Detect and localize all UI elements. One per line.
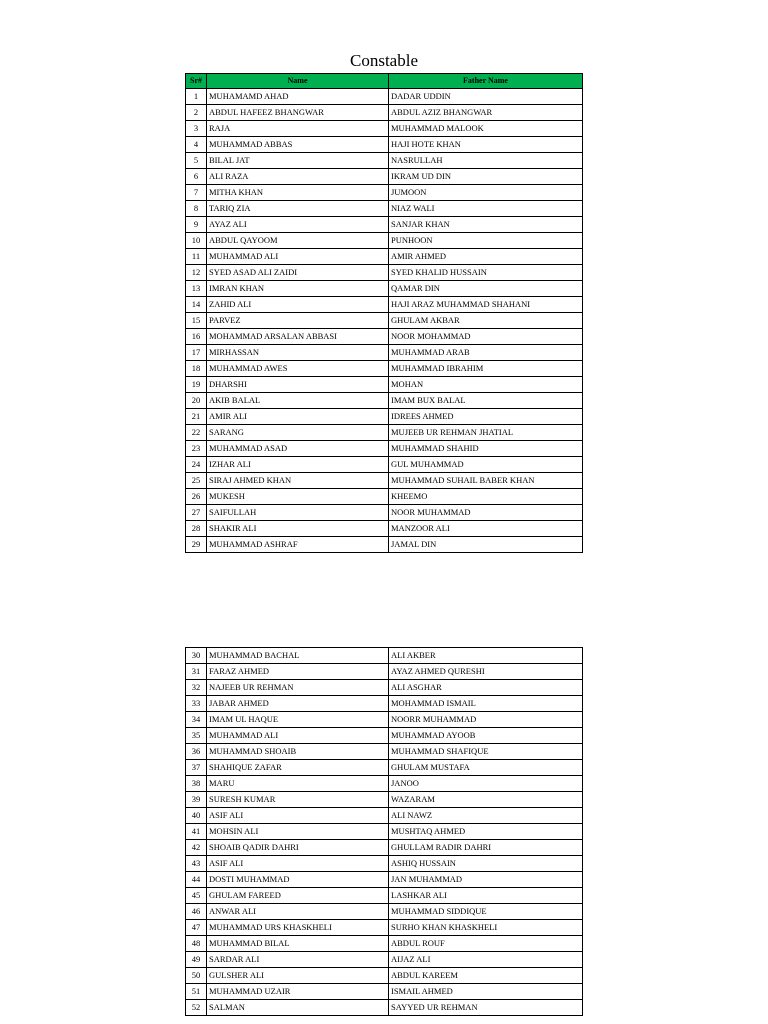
row-sr: 42 [186, 840, 207, 856]
row-name: DHARSHI [207, 377, 389, 393]
row-sr: 11 [186, 249, 207, 265]
row-father-name: MUHAMMAD ARAB [389, 345, 583, 361]
row-father-name: GHULAM MUSTAFA [389, 760, 583, 776]
row-sr: 8 [186, 201, 207, 217]
header-sr: Sr# [186, 74, 207, 89]
row-father-name: SYED KHALID HUSSAIN [389, 265, 583, 281]
row-sr: 19 [186, 377, 207, 393]
row-name: RAJA [207, 121, 389, 137]
row-name: SARANG [207, 425, 389, 441]
row-father-name: ALI AKBER [389, 648, 583, 664]
table-row [186, 792, 583, 808]
row-name: MUKESH [207, 489, 389, 505]
row-sr: 51 [186, 984, 207, 1000]
table-row [186, 712, 583, 728]
row-father-name: JAN MUHAMMAD [389, 872, 583, 888]
row-sr: 24 [186, 457, 207, 473]
row-name: MUHAMMAD UZAIR [207, 984, 389, 1000]
row-name: MUHAMMAD SHOAIB [207, 744, 389, 760]
table-row [186, 201, 583, 217]
row-sr: 48 [186, 936, 207, 952]
table-row [186, 968, 583, 984]
row-sr: 4 [186, 137, 207, 153]
row-sr: 3 [186, 121, 207, 137]
row-name: MUHAMMAD BILAL [207, 936, 389, 952]
row-name: BILAL JAT [207, 153, 389, 169]
table-row [186, 185, 583, 201]
row-name: ANWAR ALI [207, 904, 389, 920]
table-row [186, 952, 583, 968]
constable-table-part-2 [185, 647, 583, 1016]
row-sr: 46 [186, 904, 207, 920]
row-father-name: MUHAMMAD MALOOK [389, 121, 583, 137]
row-name: SALMAN [207, 1000, 389, 1016]
row-sr: 25 [186, 473, 207, 489]
row-sr: 52 [186, 1000, 207, 1016]
row-father-name: AMIR AHMED [389, 249, 583, 265]
row-sr: 9 [186, 217, 207, 233]
row-father-name: ASHIQ HUSSAIN [389, 856, 583, 872]
row-father-name: WAZARAM [389, 792, 583, 808]
row-sr: 35 [186, 728, 207, 744]
row-sr: 30 [186, 648, 207, 664]
row-father-name: SANJAR KHAN [389, 217, 583, 233]
row-father-name: GUL MUHAMMAD [389, 457, 583, 473]
table-row [186, 265, 583, 281]
table-row [186, 920, 583, 936]
row-sr: 2 [186, 105, 207, 121]
row-father-name: PUNHOON [389, 233, 583, 249]
row-sr: 47 [186, 920, 207, 936]
table-row [186, 840, 583, 856]
table-row [186, 936, 583, 952]
row-name: MUHAMMAD AWES [207, 361, 389, 377]
row-sr: 39 [186, 792, 207, 808]
row-sr: 10 [186, 233, 207, 249]
table-row [186, 297, 583, 313]
row-sr: 15 [186, 313, 207, 329]
row-sr: 21 [186, 409, 207, 425]
row-name: MUHAMMAD URS KHASKHELI [207, 920, 389, 936]
row-father-name: LASHKAR ALI [389, 888, 583, 904]
table-row [186, 728, 583, 744]
row-sr: 6 [186, 169, 207, 185]
row-name: DOSTI MUHAMMAD [207, 872, 389, 888]
row-father-name: AYAZ AHMED QURESHI [389, 664, 583, 680]
row-father-name: MUHAMMAD SHAFIQUE [389, 744, 583, 760]
table-row [186, 249, 583, 265]
row-father-name: ALI NAWZ [389, 808, 583, 824]
page-title: Constable [350, 51, 418, 70]
row-father-name: IKRAM UD DIN [389, 169, 583, 185]
table-row [186, 537, 583, 553]
table-row [186, 1000, 583, 1016]
row-father-name: MANZOOR ALI [389, 521, 583, 537]
row-father-name: ISMAIL AHMED [389, 984, 583, 1000]
table-row [186, 313, 583, 329]
row-sr: 23 [186, 441, 207, 457]
row-name: AMIR ALI [207, 409, 389, 425]
row-father-name: IDREES AHMED [389, 409, 583, 425]
row-name: JABAR AHMED [207, 696, 389, 712]
row-sr: 33 [186, 696, 207, 712]
row-father-name: MUHAMMAD IBRAHIM [389, 361, 583, 377]
row-sr: 1 [186, 89, 207, 105]
row-sr: 32 [186, 680, 207, 696]
row-sr: 50 [186, 968, 207, 984]
row-name: MUHAMMAD ASHRAF [207, 537, 389, 553]
row-father-name: HAJI ARAZ MUHAMMAD SHAHANI [389, 297, 583, 313]
row-name: NAJEEB UR REHMAN [207, 680, 389, 696]
row-father-name: NOOR MOHAMMAD [389, 329, 583, 345]
table-row [186, 105, 583, 121]
row-father-name: SAYYED UR REHMAN [389, 1000, 583, 1016]
row-father-name: MUHAMMAD SHAHID [389, 441, 583, 457]
row-name: MUHAMMAD ABBAS [207, 137, 389, 153]
table-row [186, 489, 583, 505]
row-father-name: KHEEMO [389, 489, 583, 505]
row-sr: 28 [186, 521, 207, 537]
table-row [186, 473, 583, 489]
row-name: FARAZ AHMED [207, 664, 389, 680]
row-name: ABDUL QAYOOM [207, 233, 389, 249]
row-sr: 7 [186, 185, 207, 201]
table-row [186, 680, 583, 696]
table-row [186, 457, 583, 473]
row-name: MOHSIN ALI [207, 824, 389, 840]
row-name: ABDUL HAFEEZ BHANGWAR [207, 105, 389, 121]
table-row [186, 505, 583, 521]
table-row [186, 329, 583, 345]
table-row [186, 393, 583, 409]
table-row [186, 217, 583, 233]
table-row [186, 984, 583, 1000]
row-sr: 44 [186, 872, 207, 888]
row-name: MARU [207, 776, 389, 792]
row-father-name: ABDUL KAREEM [389, 968, 583, 984]
table-row [186, 904, 583, 920]
row-name: MUHAMAMD AHAD [207, 89, 389, 105]
row-father-name: NOORR MUHAMMAD [389, 712, 583, 728]
row-name: MUHAMMAD ALI [207, 728, 389, 744]
table-row [186, 776, 583, 792]
table-row [186, 441, 583, 457]
row-father-name: JUMOON [389, 185, 583, 201]
row-name: MUHAMMAD BACHAL [207, 648, 389, 664]
row-father-name: ALI ASGHAR [389, 680, 583, 696]
table-row [186, 664, 583, 680]
row-name: SYED ASAD ALI ZAIDI [207, 265, 389, 281]
row-father-name: MUJEEB UR REHMAN JHATIAL [389, 425, 583, 441]
row-sr: 13 [186, 281, 207, 297]
table-row [186, 696, 583, 712]
table-row [186, 169, 583, 185]
row-father-name: AIJAZ ALI [389, 952, 583, 968]
table-row [186, 888, 583, 904]
row-father-name: MUHAMMAD AYOOB [389, 728, 583, 744]
table-row [186, 856, 583, 872]
constable-table-part-1 [185, 73, 583, 553]
row-name: AKIB BALAL [207, 393, 389, 409]
row-name: MITHA KHAN [207, 185, 389, 201]
row-name: ASIF ALI [207, 808, 389, 824]
row-father-name: MUHAMMAD SIDDIQUE [389, 904, 583, 920]
row-name: PARVEZ [207, 313, 389, 329]
row-sr: 45 [186, 888, 207, 904]
row-father-name: NASRULLAH [389, 153, 583, 169]
table-row [186, 409, 583, 425]
row-sr: 43 [186, 856, 207, 872]
table-row [186, 89, 583, 105]
row-name: SHOAIB QADIR DAHRI [207, 840, 389, 856]
table-row [186, 760, 583, 776]
table-row [186, 361, 583, 377]
row-name: AYAZ ALI [207, 217, 389, 233]
row-father-name: MUHAMMAD SUHAIL BABER KHAN [389, 473, 583, 489]
table-row [186, 345, 583, 361]
row-father-name: GHULAM AKBAR [389, 313, 583, 329]
row-father-name: MUSHTAQ AHMED [389, 824, 583, 840]
row-sr: 31 [186, 664, 207, 680]
row-sr: 40 [186, 808, 207, 824]
row-sr: 38 [186, 776, 207, 792]
row-sr: 12 [186, 265, 207, 281]
row-name: IMRAN KHAN [207, 281, 389, 297]
table-row [186, 425, 583, 441]
row-father-name: JANOO [389, 776, 583, 792]
table-row [186, 808, 583, 824]
row-father-name: MOHAN [389, 377, 583, 393]
row-name: SURESH KUMAR [207, 792, 389, 808]
table-row [186, 872, 583, 888]
row-name: IMAM UL HAQUE [207, 712, 389, 728]
table-row [186, 153, 583, 169]
row-name: MOHAMMAD ARSALAN ABBASI [207, 329, 389, 345]
row-sr: 36 [186, 744, 207, 760]
table-row [186, 744, 583, 760]
table-row [186, 648, 583, 664]
row-sr: 29 [186, 537, 207, 553]
row-father-name: JAMAL DIN [389, 537, 583, 553]
row-name: TARIQ ZIA [207, 201, 389, 217]
row-father-name: NOOR MUHAMMAD [389, 505, 583, 521]
row-father-name: GHULLAM RADIR DAHRI [389, 840, 583, 856]
row-sr: 27 [186, 505, 207, 521]
row-father-name: ABDUL AZIZ BHANGWAR [389, 105, 583, 121]
row-sr: 34 [186, 712, 207, 728]
row-sr: 16 [186, 329, 207, 345]
row-name: MIRHASSAN [207, 345, 389, 361]
row-father-name: SURHO KHAN KHASKHELI [389, 920, 583, 936]
row-name: GHULAM FAREED [207, 888, 389, 904]
row-name: SARDAR ALI [207, 952, 389, 968]
table-row [186, 377, 583, 393]
row-father-name: NIAZ WALI [389, 201, 583, 217]
row-name: IZHAR ALI [207, 457, 389, 473]
row-name: ALI RAZA [207, 169, 389, 185]
row-sr: 41 [186, 824, 207, 840]
row-sr: 5 [186, 153, 207, 169]
row-sr: 49 [186, 952, 207, 968]
table-row [186, 121, 583, 137]
row-sr: 18 [186, 361, 207, 377]
table-header-row [186, 74, 583, 89]
row-name: MUHAMMAD ASAD [207, 441, 389, 457]
row-sr: 14 [186, 297, 207, 313]
row-sr: 20 [186, 393, 207, 409]
row-sr: 17 [186, 345, 207, 361]
row-father-name: ABDUL ROUF [389, 936, 583, 952]
row-name: SAIFULLAH [207, 505, 389, 521]
row-name: SHAHIQUE ZAFAR [207, 760, 389, 776]
table-row [186, 824, 583, 840]
row-name: GULSHER ALI [207, 968, 389, 984]
row-name: MUHAMMAD ALI [207, 249, 389, 265]
table-row [186, 521, 583, 537]
row-name: SIRAJ AHMED KHAN [207, 473, 389, 489]
header-name: Name [207, 74, 389, 89]
row-sr: 26 [186, 489, 207, 505]
row-name: ZAHID ALI [207, 297, 389, 313]
table-row [186, 137, 583, 153]
row-father-name: QAMAR DIN [389, 281, 583, 297]
table-row [186, 281, 583, 297]
row-sr: 22 [186, 425, 207, 441]
row-sr: 37 [186, 760, 207, 776]
row-name: ASIF ALI [207, 856, 389, 872]
row-name: SHAKIR ALI [207, 521, 389, 537]
header-father-name: Father Name [389, 74, 583, 89]
table-row [186, 233, 583, 249]
row-father-name: HAJI HOTE KHAN [389, 137, 583, 153]
row-father-name: IMAM BUX BALAL [389, 393, 583, 409]
row-father-name: DADAR UDDIN [389, 89, 583, 105]
row-father-name: MOHAMMAD ISMAIL [389, 696, 583, 712]
